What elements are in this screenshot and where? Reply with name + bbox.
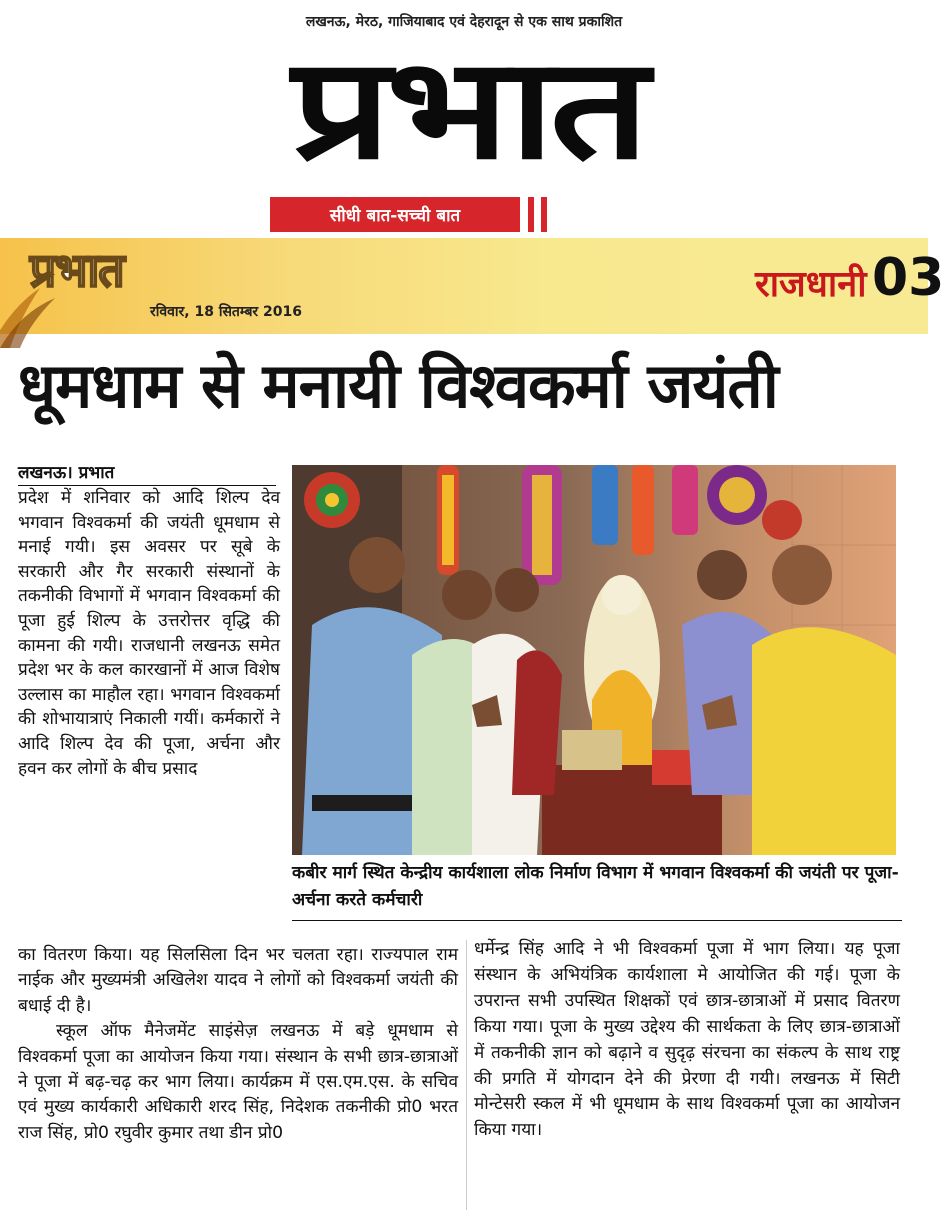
slogan-bar-decoration [541,197,547,232]
article-left-column [18,486,280,781]
article-paragraph: प्रदेश में शनिवार को आदि शिल्प देव भगवान विश्वकर्मा की जयंती धूमधाम से मनाई गयी। इस अवसर पर सूबे के सरकारी और गैर सरकारी संस्थानों के तकनीकी विभागों में भगवान विश्वकर्मा की पूजा हुई शिल्प के उत्तरोत्तर वृद्धि की कामना की गयी। राजधानी लखनऊ समेत प्रदेश भर के कल कारखानों में आज विशेष उल्लास का माहौल रहा। भगवान विश्वकर्मा की शोभायात्राएं निकाली गयीं। कर्मकारों ने आदि शिल्प देव की पूजा, अर्चना और हवन कर लोगों के बीच प्रसाद [18,488,280,779]
section-band [0,238,944,334]
article-paragraph: स्कूल ऑफ मैनेजमेंट साइंसेज़ लखनऊ में बड़े धूमधाम से विश्वकर्मा पूजा का आयोजन किया गया। संस्थान के सभी छात्र-छात्राओं ने पूजा में बढ़-चढ़ कर भाग लिया। कार्यक्रम में एस.एम.एस. के सचिव एवं मुख्य कार्यकारी अधिकारी शरद सिंह, निदेशक तकनीकी प्रो0 भरत राज सिंह, प्रो0 रघुवीर कुमार तथा डीन प्रो0 [18,1021,458,1143]
article-paragraph: का वितरण किया। यह सिलसिला दिन भर चलता रहा। राज्यपाल राम नाईक और मुख्यमंत्री अखिलेश यादव ने लोगों को विश्वकर्मा जयंती की बधाई दी है। [18,945,458,1016]
puja-photo-image [292,465,896,855]
masthead [0,0,928,238]
masthead-tagline: लखनऊ, मेरठ, गाजियाबाद एवं देहरादून से एक साथ प्रकाशित [305,14,623,30]
photo-caption: कबीर मार्ग स्थित केन्द्रीय कार्यशाला लोक निर्माण विभाग में भगवान विश्वकर्मा की जयंती पर पूजा-अर्चना करते कर्मचारी [292,860,902,921]
article-headline: धूमधाम से मनायी विश्वकर्मा जयंती [18,349,778,422]
article-bottom-right-column [474,937,900,1144]
section-band-logo: प्रभात [30,243,124,297]
article-photo [292,465,896,855]
page-number: 03 [872,248,944,308]
article-paragraph: धर्मेन्द्र सिंह आदि ने भी विश्वकर्मा पूजा में भाग लिया। यह पूजा संस्थान के अभियंत्रिक कार्यशाला मे आयोजित की गई। पूजा के उपरान्त सभी उपस्थित शिक्षकों एवं छात्र-छात्राओं में प्रसाद वितरण किया गया। पूजा के मुख्य उद्देश्य की सार्थकता के लिए छात्र-छात्राओं में तकनीकी ज्ञान को बढ़ाने व सुदृढ़ संरचना का संकल्प के साथ राष्ट्र की प्रगति में योगदान देने की प्रेरणा दी गयी। लखनऊ में सिटी मोन्टेसरी स्कल में भी धूमधाम के साथ विश्वकर्मा पूजा का आयोजन किया गया। [474,939,900,1141]
newspaper-logo: प्रभात [291,28,645,191]
article-bottom-left-column [18,943,458,1146]
slogan-bar-decoration [528,197,534,232]
article-byline: लखनऊ। प्रभात [18,460,276,486]
masthead-slogan: सीधी बात-सच्ची बात [270,197,520,232]
column-divider [466,940,467,1210]
issue-date: रविवार, 18 सितम्बर 2016 [150,304,302,320]
section-name: राजधानी [755,264,867,305]
